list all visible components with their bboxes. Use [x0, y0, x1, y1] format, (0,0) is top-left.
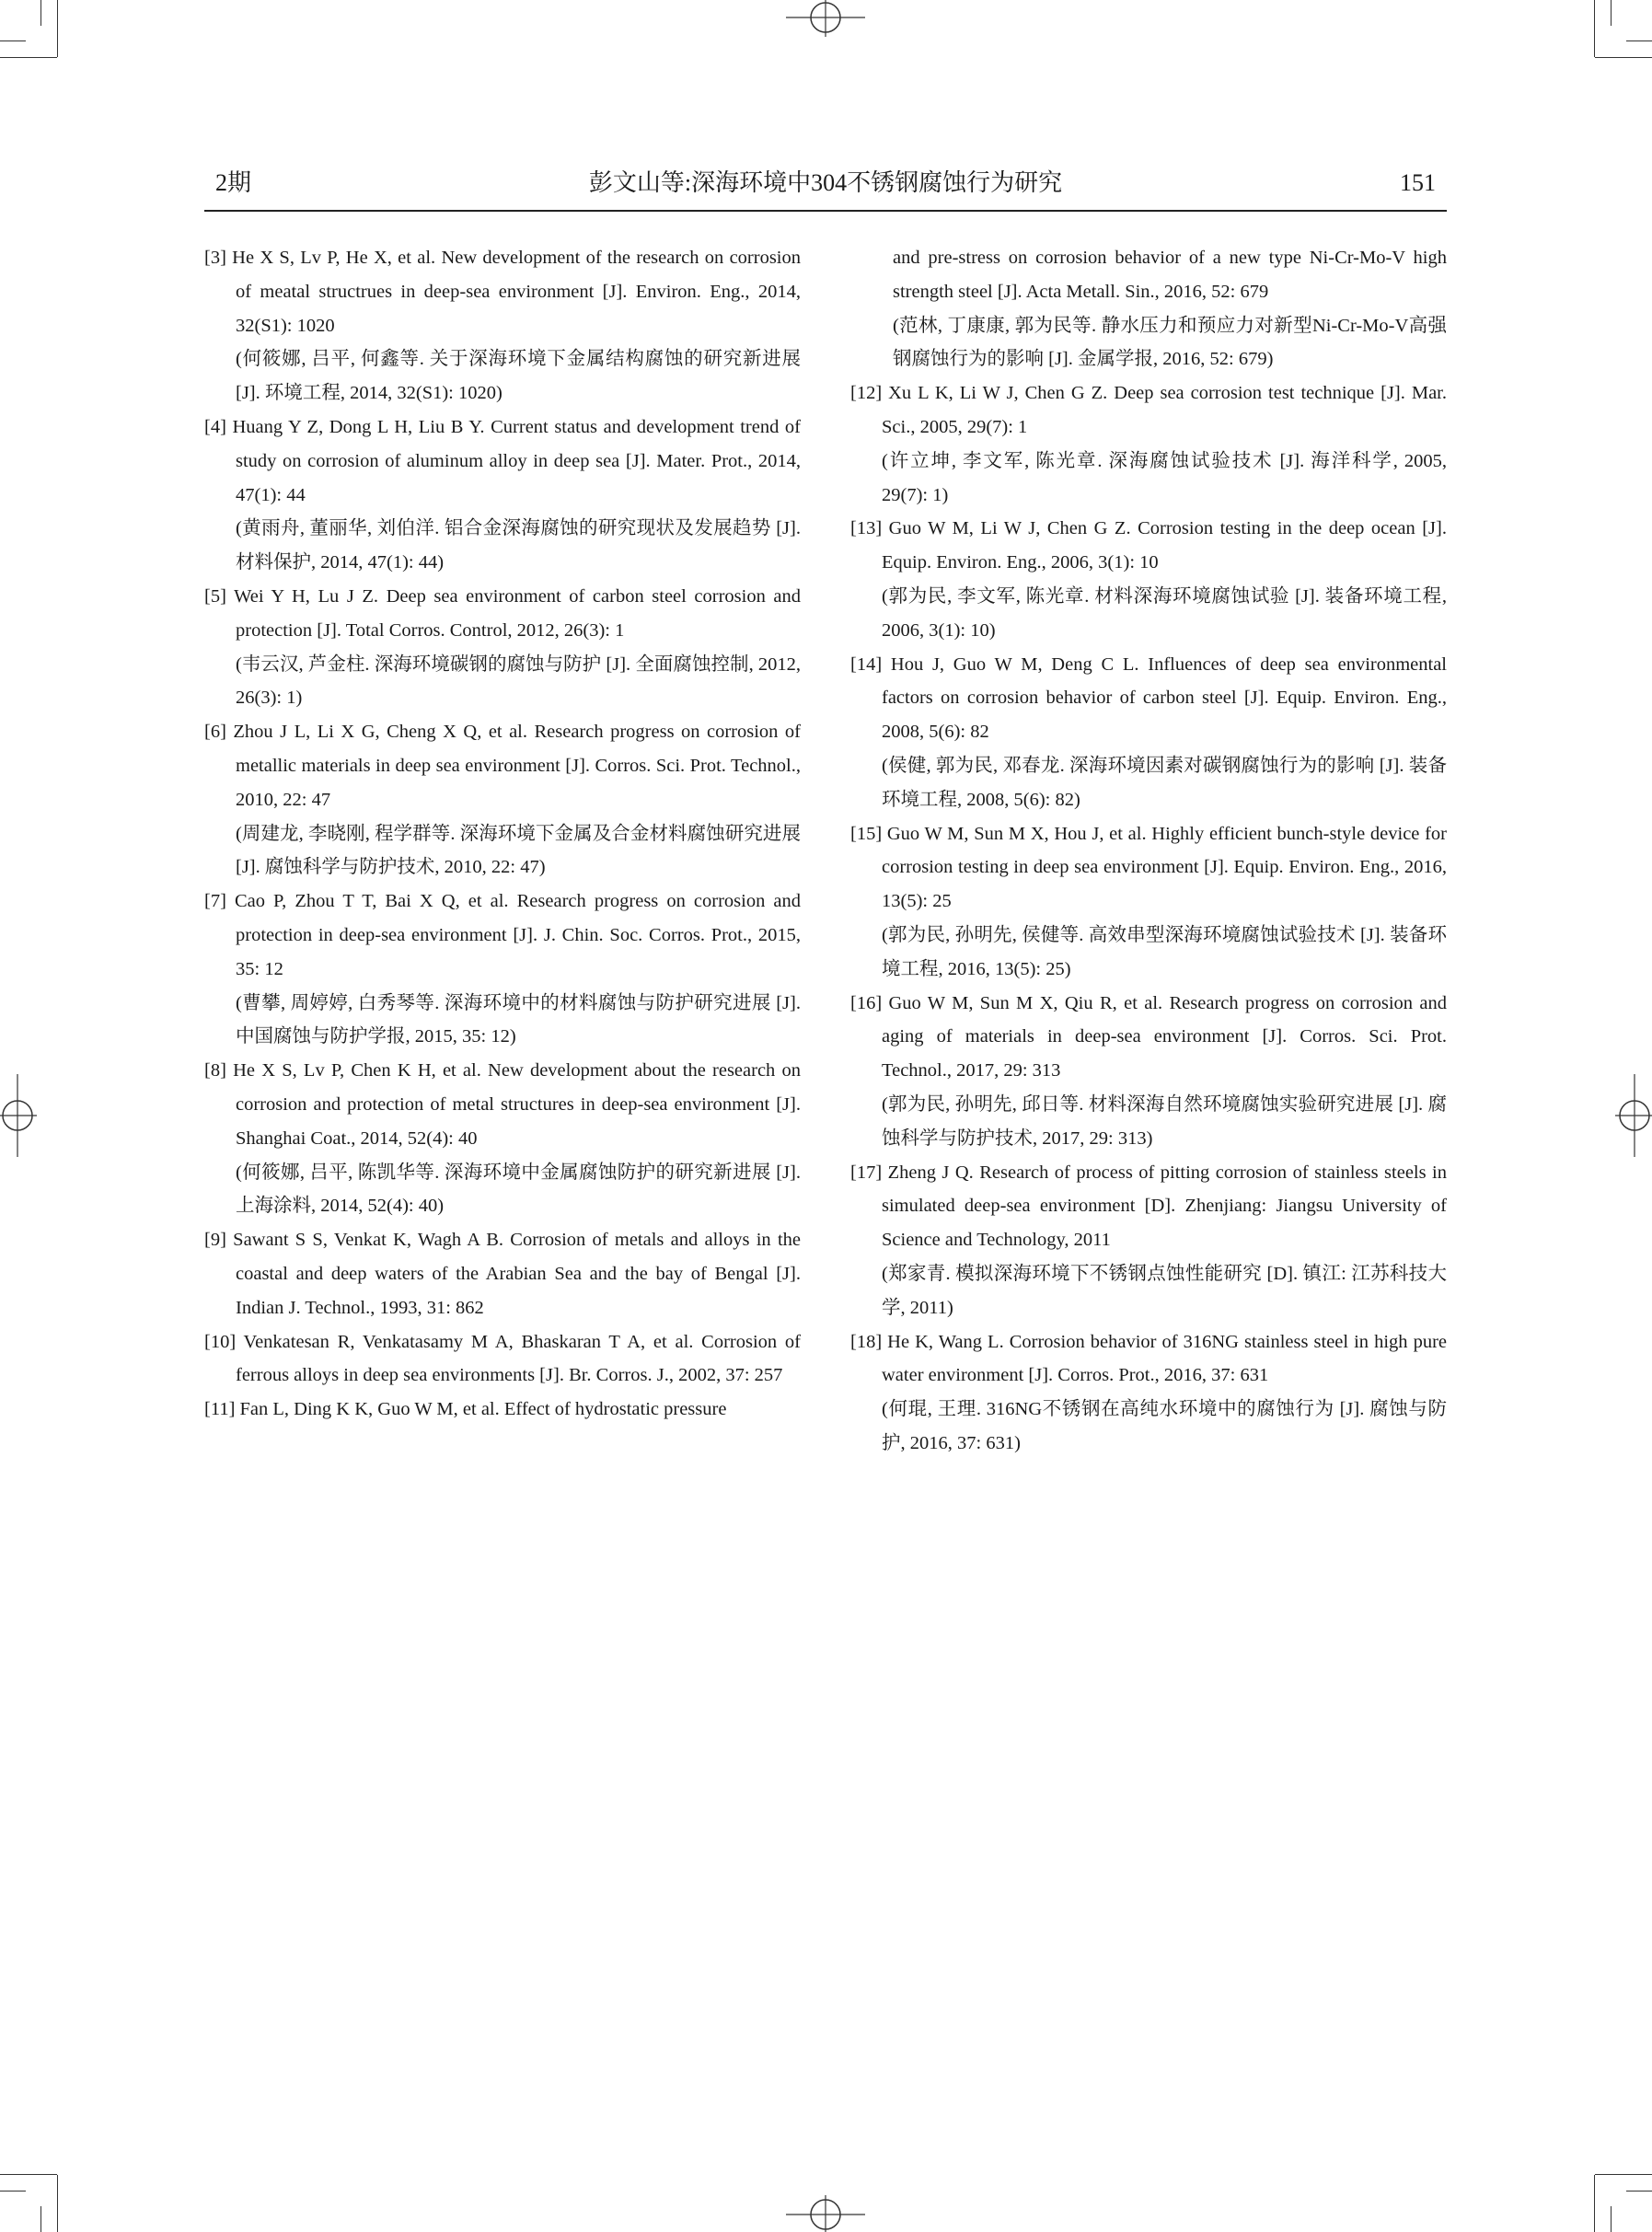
reference-zh: (范林, 丁康康, 郭为民等. 静水压力和预应力对新型Ni-Cr-Mo-V高强钢腐蚀行为的影响 [J]. 金属学报, 2016, 52: 679)	[893, 315, 1447, 370]
reference-zh: (郭为民, 李文军, 陈光章. 材料深海环境腐蚀试验 [J]. 装备环境工程, 2006, 3(1): 10)	[882, 585, 1447, 641]
reference-zh: (侯健, 郭为民, 邓春龙. 深海环境因素对碳钢腐蚀行为的影响 [J]. 装备环境工程, 2008, 5(6): 82)	[882, 755, 1447, 810]
reference-en: [14] Hou J, Guo W M, Deng C L. Influences of deep sea environmental factors on corrosion behavior of carbon steel [J]. Equip. Environ. Eng., 2008, 5(6): 82	[850, 653, 1447, 743]
reference-en: [4] Huang Y Z, Dong L H, Liu B Y. Current status and development trend of study on corrosion of aluminum alloy in deep sea [J]. Mater. Prot., 2014, 47(1): 44	[204, 416, 801, 505]
reference-zh: (何筱娜, 吕平, 陈凯华等. 深海环境中金属腐蚀防护的研究新进展 [J]. 上海涂料, 2014, 52(4): 40)	[236, 1162, 801, 1217]
reference-14	[850, 648, 1447, 817]
reference-zh: (曹攀, 周婷婷, 白秀琴等. 深海环境中的材料腐蚀与防护研究进展 [J]. 中国腐蚀与防护学报, 2015, 35: 12)	[236, 992, 801, 1047]
reference-13	[850, 512, 1447, 647]
header-rule	[204, 210, 1447, 212]
reference-16	[850, 987, 1447, 1156]
reference-17	[850, 1156, 1447, 1325]
reference-en: [9] Sawant S S, Venkat K, Wagh A B. Corrosion of metals and alloys in the coastal and deep waters of the Arabian Sea and the bay of Bengal [J]. Indian J. Technol., 1993, 31: 862	[204, 1230, 801, 1318]
reference-en: [16] Guo W M, Sun M X, Qiu R, et al. Research progress on corrosion and aging of materials in deep-sea environment [J]. Corros. Sci. Prot. Technol., 2017, 29: 313	[850, 992, 1447, 1081]
reference-en: [7] Cao P, Zhou T T, Bai X Q, et al. Research progress on corrosion and protection in deep-sea environment [J]. J. Chin. Soc. Corros. Prot., 2015, 35: 12	[204, 891, 801, 979]
reference-zh: (许立坤, 李文军, 陈光章. 深海腐蚀试验技术 [J]. 海洋科学, 2005, 29(7): 1)	[882, 450, 1447, 505]
references-left-column	[204, 241, 801, 1427]
registration-mark-right	[1615, 1074, 1652, 1157]
reference-8	[204, 1054, 801, 1223]
reference-en: [17] Zheng J Q. Research of process of pitting corrosion of stainless steels in simulated deep-sea environment [D]. Zhenjiang: Jiangsu University of Science and Technology, 2011	[850, 1162, 1447, 1251]
reference-en: [12] Xu L K, Li W J, Chen G Z. Deep sea corrosion test technique [J]. Mar. Sci., 2005, 29(7): 1	[850, 383, 1447, 437]
registration-mark-left	[0, 1074, 37, 1157]
reference-en: [3] He X S, Lv P, He X, et al. New development of the research on corrosion of meatal structrues in deep-sea environment [J]. Environ. Eng., 2014, 32(S1): 1020	[204, 248, 801, 336]
reference-en: [10] Venkatesan R, Venkatasamy M A, Bhaskaran T A, et al. Corrosion of ferrous alloys in deep sea environments [J]. Br. Corros. J., 2002, 37: 257	[204, 1331, 801, 1386]
reference-en: [11] Fan L, Ding K K, Guo W M, et al. Effect of hydrostatic pressure	[204, 1399, 727, 1420]
page-number: 151	[1400, 169, 1436, 196]
references-right-column	[850, 241, 1447, 1461]
reference-zh: (郑家青. 模拟深海环境下不锈钢点蚀性能研究 [D]. 镇江: 江苏科技大学, 2011)	[882, 1263, 1447, 1318]
reference-11	[204, 1393, 801, 1427]
reference-12	[850, 376, 1447, 512]
article-title: 彭文山等:深海环境中304不锈钢腐蚀行为研究	[588, 169, 1063, 196]
reference-zh: (何琨, 王理. 316NG不锈钢在高纯水环境中的腐蚀行为 [J]. 腐蚀与防护, 2016, 37: 631)	[882, 1399, 1447, 1453]
reference-en: and pre-stress on corrosion behavior of a new type Ni-Cr-Mo-V high strength steel [J]. Acta Metall. Sin., 2016, 52: 679	[893, 248, 1447, 302]
reference-11-continued	[850, 241, 1447, 376]
running-header	[204, 164, 1447, 202]
reference-en: [6] Zhou J L, Li X G, Cheng X Q, et al. Research progress on corrosion of metallic materials in deep sea environment [J]. Corros. Sci. Prot. Technol., 2010, 22: 47	[204, 722, 801, 810]
reference-en: [15] Guo W M, Sun M X, Hou J, et al. Highly efficient bunch-style device for corrosion testing in deep sea environment [J]. Equip. Environ. Eng., 2016, 13(5): 25	[850, 823, 1447, 912]
reference-10	[204, 1325, 801, 1394]
reference-zh: (何筱娜, 吕平, 何鑫等. 关于深海环境下金属结构腐蚀的研究新进展 [J]. 环境工程, 2014, 32(S1): 1020)	[236, 349, 801, 404]
reference-4	[204, 411, 801, 580]
reference-zh: (郭为民, 孙明先, 侯健等. 高效串型深海环境腐蚀试验技术 [J]. 装备环境工程, 2016, 13(5): 25)	[882, 924, 1447, 979]
registration-mark-bottom	[786, 2195, 865, 2232]
reference-zh: (郭为民, 孙明先, 邱日等. 材料深海自然环境腐蚀实验研究进展 [J]. 腐蚀科学与防护技术, 2017, 29: 313)	[882, 1093, 1447, 1149]
reference-6	[204, 715, 801, 885]
reference-en: [8] He X S, Lv P, Chen K H, et al. New development about the research on corrosion and protection of metal structures in deep-sea environment [J]. Shanghai Coat., 2014, 52(4): 40	[204, 1060, 801, 1149]
reference-en: [13] Guo W M, Li W J, Chen G Z. Corrosion testing in the deep ocean [J]. Equip. Environ. Eng., 2006, 3(1): 10	[850, 518, 1447, 573]
issue-label: 2期	[215, 169, 252, 196]
reference-zh: (韦云汉, 芦金柱. 深海环境碳钢的腐蚀与防护 [J]. 全面腐蚀控制, 2012, 26(3): 1)	[236, 653, 801, 709]
reference-18	[850, 1325, 1447, 1461]
reference-15	[850, 817, 1447, 987]
reference-9	[204, 1223, 801, 1324]
reference-zh: (黄雨舟, 董丽华, 刘伯洋. 铝合金深海腐蚀的研究现状及发展趋势 [J]. 材料保护, 2014, 47(1): 44)	[236, 518, 801, 573]
reference-en: [18] He K, Wang L. Corrosion behavior of 316NG stainless steel in high pure water environment [J]. Corros. Prot., 2016, 37: 631	[850, 1331, 1447, 1386]
reference-3	[204, 241, 801, 411]
reference-zh: (周建龙, 李晓刚, 程学群等. 深海环境下金属及合金材料腐蚀研究进展 [J]. 腐蚀科学与防护技术, 2010, 22: 47)	[236, 823, 801, 878]
registration-mark-top	[786, 0, 865, 37]
reference-en: [5] Wei Y H, Lu J Z. Deep sea environment of carbon steel corrosion and protection [J]. Total Corros. Control, 2012, 26(3): 1	[204, 585, 801, 641]
reference-5	[204, 580, 801, 715]
reference-7	[204, 885, 801, 1054]
